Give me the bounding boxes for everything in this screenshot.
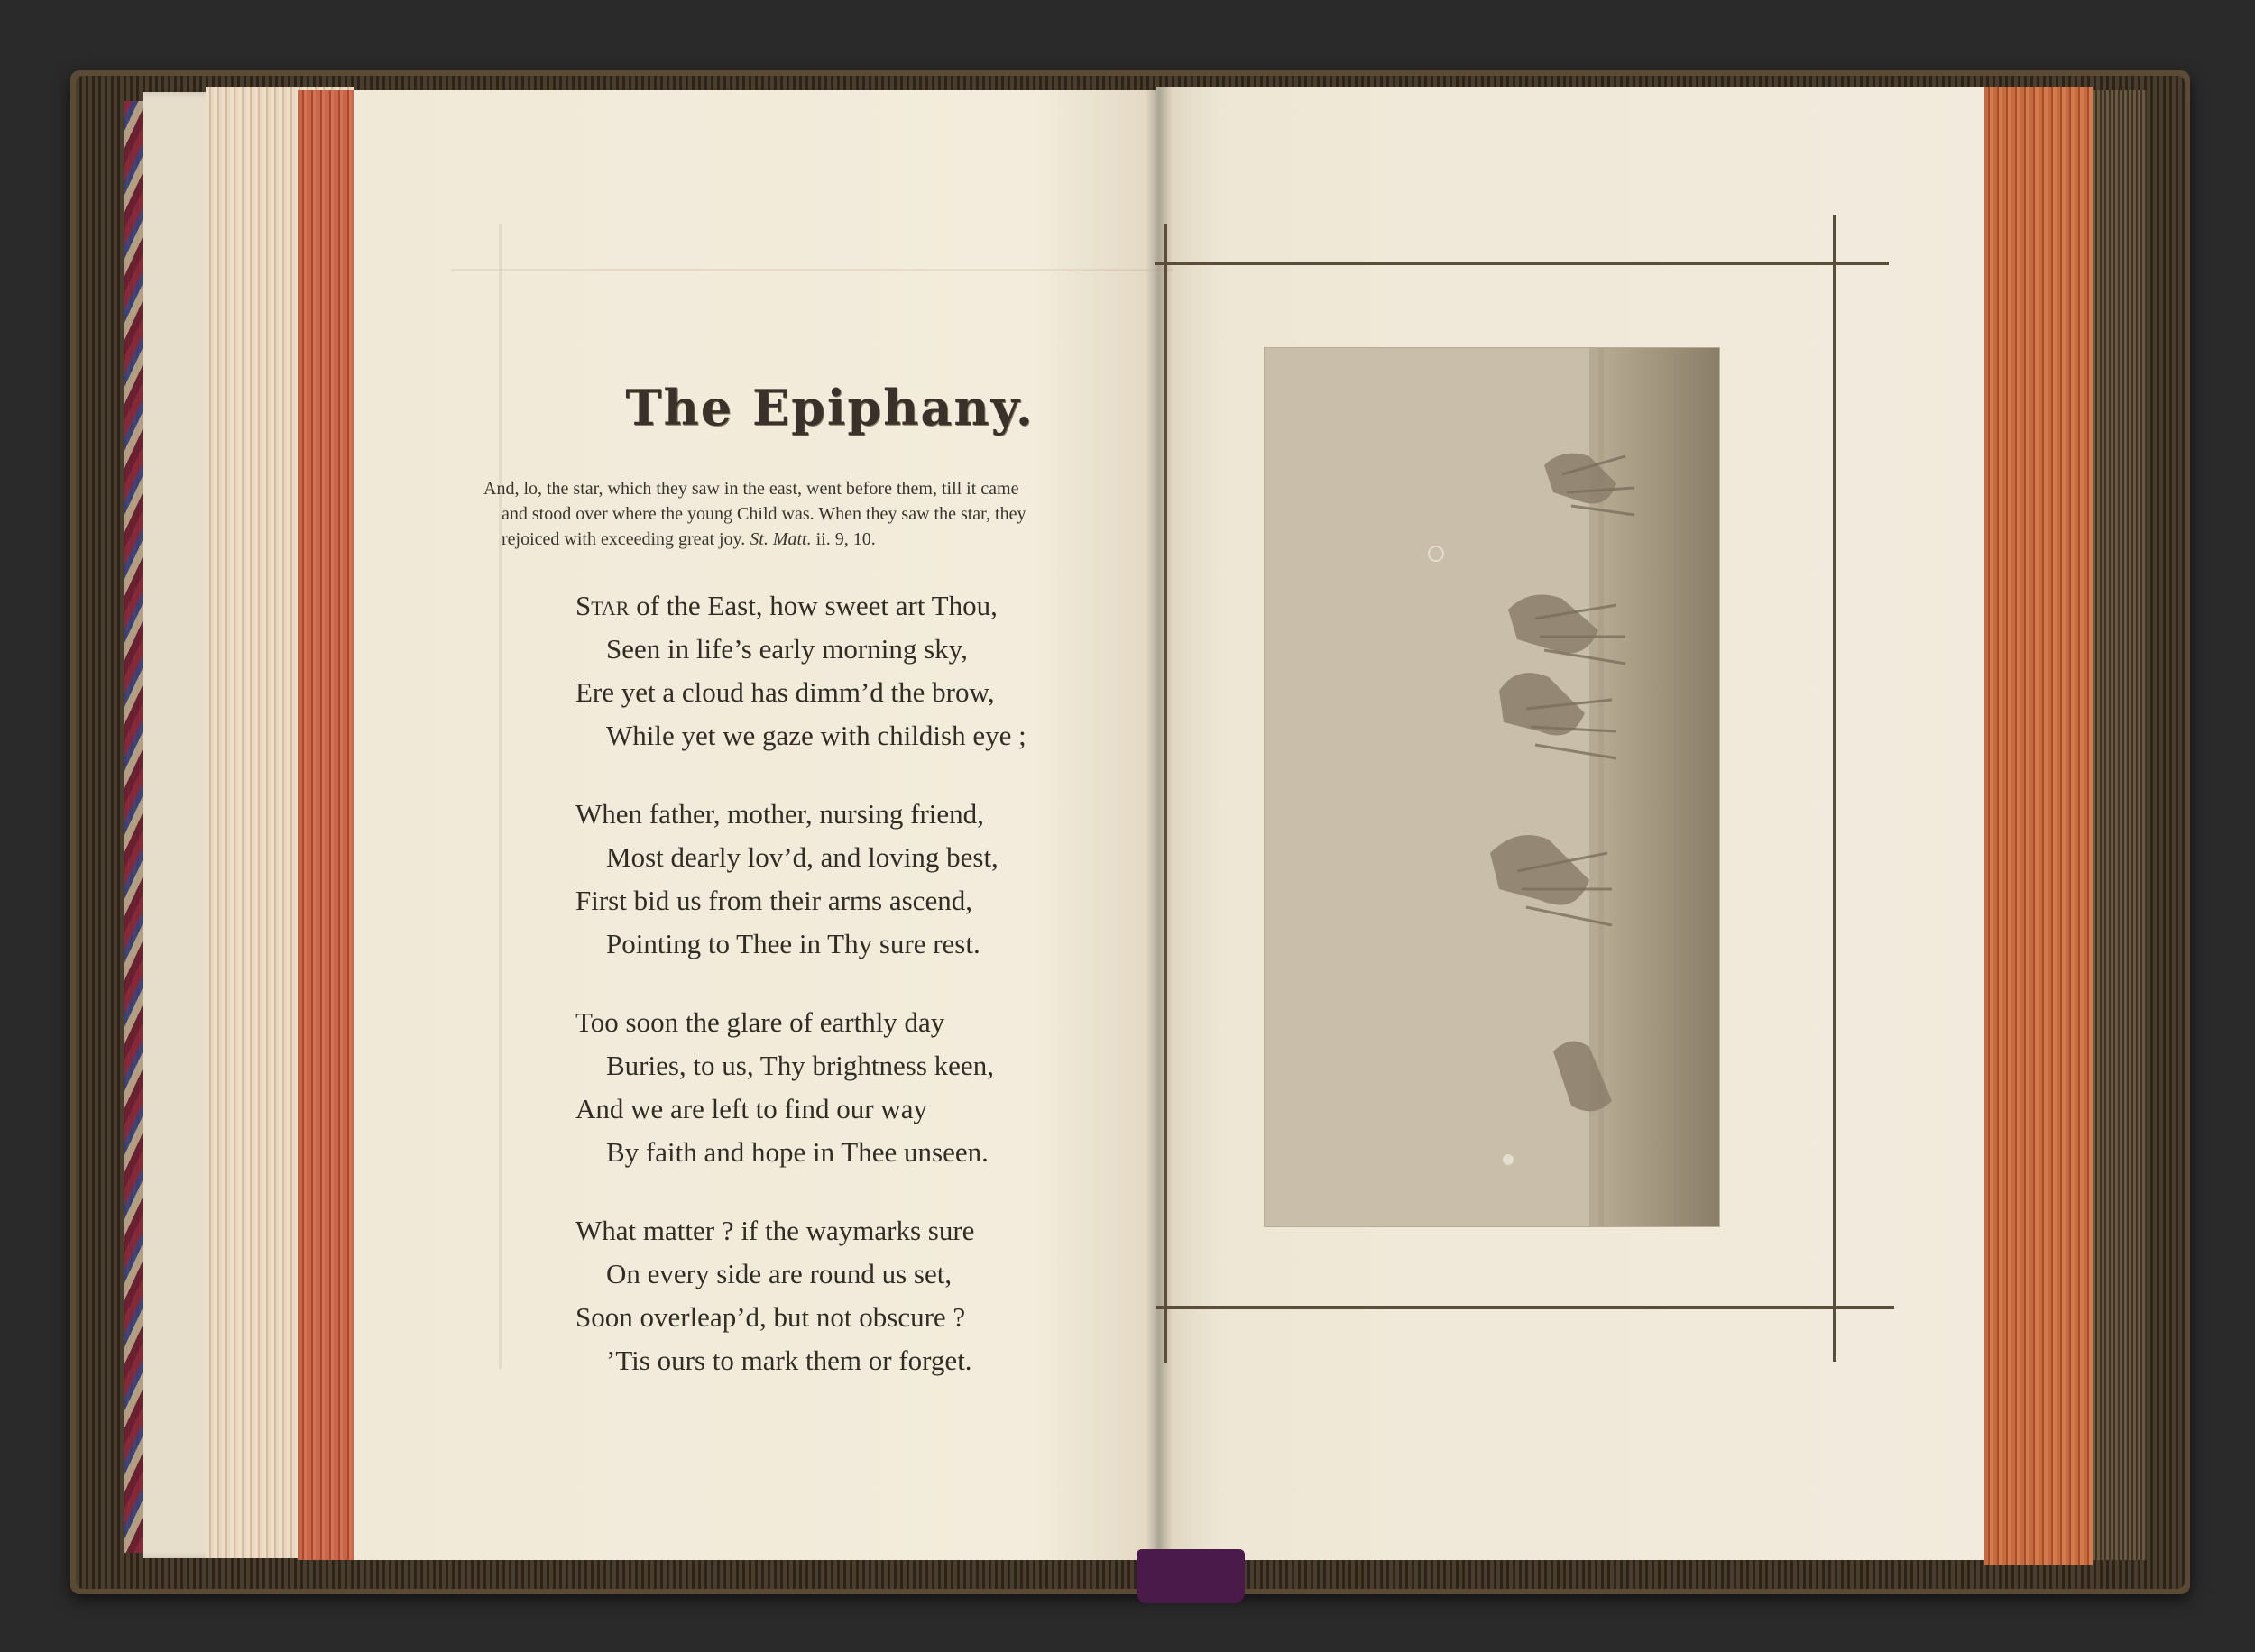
poem-line: By faith and hope in Thee unseen.: [606, 1136, 989, 1168]
stanza: [575, 584, 1135, 757]
poem-line: Pointing to Thee in Thy sure rest.: [606, 928, 980, 959]
poem-line: While yet we gaze with childish eye ;: [606, 720, 1026, 751]
poem-line: First bid us from their arms ascend,: [575, 885, 972, 916]
poem-line: Too soon the glare of earthly day: [575, 1006, 945, 1038]
poem-line: Seen in life’s early morning sky,: [606, 633, 968, 665]
tipped-in-photograph: [1265, 348, 1719, 1226]
epigraph-text: rejoiced with exceeding great joy.: [502, 529, 750, 549]
poem-line: On every side are round us set,: [606, 1258, 953, 1289]
stanza: [575, 1209, 1135, 1382]
poem-line-text: of the East, how sweet art Thou,: [629, 590, 998, 621]
show-through-rule: [499, 224, 502, 1369]
left-red-page-edges: [298, 90, 354, 1560]
right-cover-edge: [2093, 90, 2147, 1560]
frame-rule-bottom: [1156, 1306, 1894, 1309]
epigraph-line: and stood over where the young Child was. When they saw the star, they: [502, 504, 1026, 524]
poem-line: Most dearly lov’d, and loving best,: [606, 841, 999, 873]
poem-line: When father, mother, nursing friend,: [575, 798, 984, 830]
epigraph-reference: St. Matt.: [750, 529, 812, 549]
frame-rule-left: [1164, 224, 1167, 1363]
camel-caravan-image: [1265, 348, 1719, 1226]
poem-line: Soon overleap’d, but not obscure ?: [575, 1301, 966, 1333]
poem-line: ’Tis ours to mark them or forget.: [606, 1345, 972, 1376]
drop-word: Star: [575, 590, 630, 621]
bookmark-ribbon: [1137, 1549, 1245, 1603]
poem-line: And we are left to find our way: [575, 1093, 927, 1124]
frame-rule-top: [1155, 262, 1889, 265]
poem-line: What matter ? if the waymarks sure: [575, 1215, 975, 1246]
stanza: [575, 1001, 1135, 1174]
stanza: [575, 793, 1135, 966]
gutter-shadow: [1146, 87, 1173, 1565]
epigraph-line: [483, 527, 1155, 552]
epigraph: [483, 476, 1155, 552]
right-red-page-edges: [1984, 87, 2093, 1565]
poem: [575, 584, 1135, 1418]
poem-line: Ere yet a cloud has dimm’d the brow,: [575, 676, 995, 708]
poem-line: Buries, to us, Thy brightness keen,: [606, 1050, 994, 1081]
show-through-rule: [451, 269, 1173, 271]
frame-rule-right: [1833, 215, 1836, 1362]
epigraph-verse: ii. 9, 10.: [811, 529, 876, 549]
epigraph-line: And, lo, the star, which they saw in the east, went before them, till it came: [483, 479, 1019, 499]
page-title: The Epiphany.: [625, 379, 1035, 436]
poem-line: [575, 584, 1135, 628]
